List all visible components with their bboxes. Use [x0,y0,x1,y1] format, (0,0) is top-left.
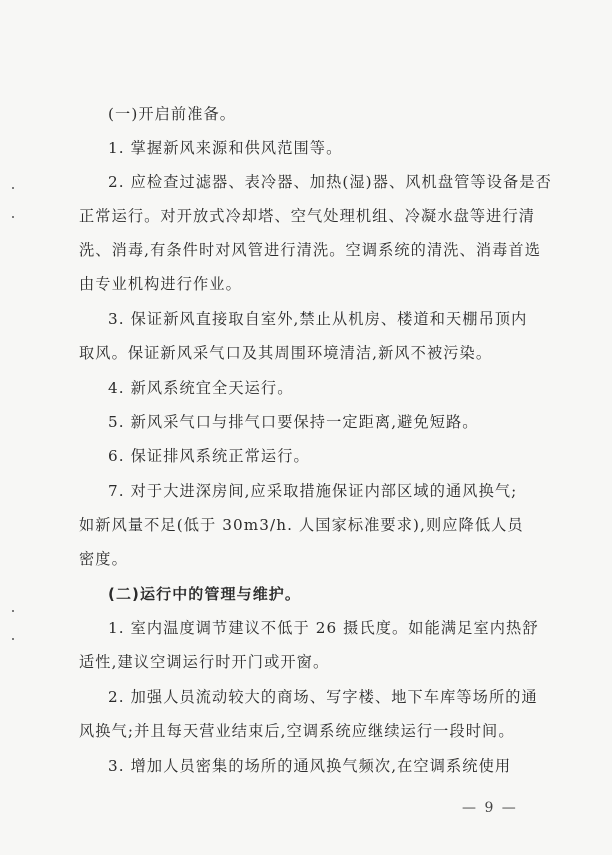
item-1-7-line-3: 密度。 [79,550,128,568]
item-1-6-line-1: 6. 保证排风系统正常运行。 [108,447,310,465]
item-1-4-line-1: 4. 新风系统宜全天运行。 [108,379,294,397]
scan-mark [12,638,14,640]
item-1-2-line-1: 2. 应检查过滤器、表冷器、加热(湿)器、风机盘管等设备是否 [108,173,552,191]
item-1-1-line-1: 1. 掌握新风来源和供风范围等。 [108,139,343,157]
page-number: — 9 — [462,800,518,816]
item-1-5-line-1: 5. 新风采气口与排气口要保持一定距离,避免短路。 [108,413,479,431]
item-2-3-line-1: 3. 增加人员密集的场所的通风换气频次,在空调系统使用 [108,757,512,775]
scan-mark [12,216,14,218]
item-1-7-line-2: 如新风量不足(低于 30m3/h. 人国家标准要求),则应降低人员 [79,516,524,534]
item-2-1-line-2: 适性,建议空调运行时开门或开窗。 [79,653,330,671]
scan-mark [12,187,14,189]
item-1-2-line-4: 由专业机构进行作业。 [79,275,242,293]
item-1-2-line-2: 正常运行。对开放式冷却塔、空气处理机组、冷凝水盘等进行清 [79,207,536,225]
item-2-2-line-1: 2. 加强人员流动较大的商场、写字楼、地下车库等场所的通 [108,688,538,706]
item-2-2-line-2: 风换气;并且每天营业结束后,空调系统应继续运行一段时间。 [79,722,515,740]
item-1-2-line-3: 洗、消毒,有条件时对风管进行清洗。空调系统的清洗、消毒首选 [79,241,541,259]
section-heading-2: (二)运行中的管理与维护。 [108,585,302,603]
section-heading-1: (一)开启前准备。 [108,105,237,123]
item-1-3-line-1: 3. 保证新风直接取自室外,禁止从机房、楼道和天棚吊顶内 [108,310,528,328]
item-1-3-line-2: 取风。保证新风采气口及其周围环境清洁,新风不被污染。 [79,344,493,362]
item-1-7-line-1: 7. 对于大进深房间,应采取措施保证内部区域的通风换气; [108,482,518,500]
scan-mark [12,610,14,612]
item-2-1-line-1: 1. 室内温度调节建议不低于 26 摄氏度。如能满足室内热舒 [108,619,539,637]
